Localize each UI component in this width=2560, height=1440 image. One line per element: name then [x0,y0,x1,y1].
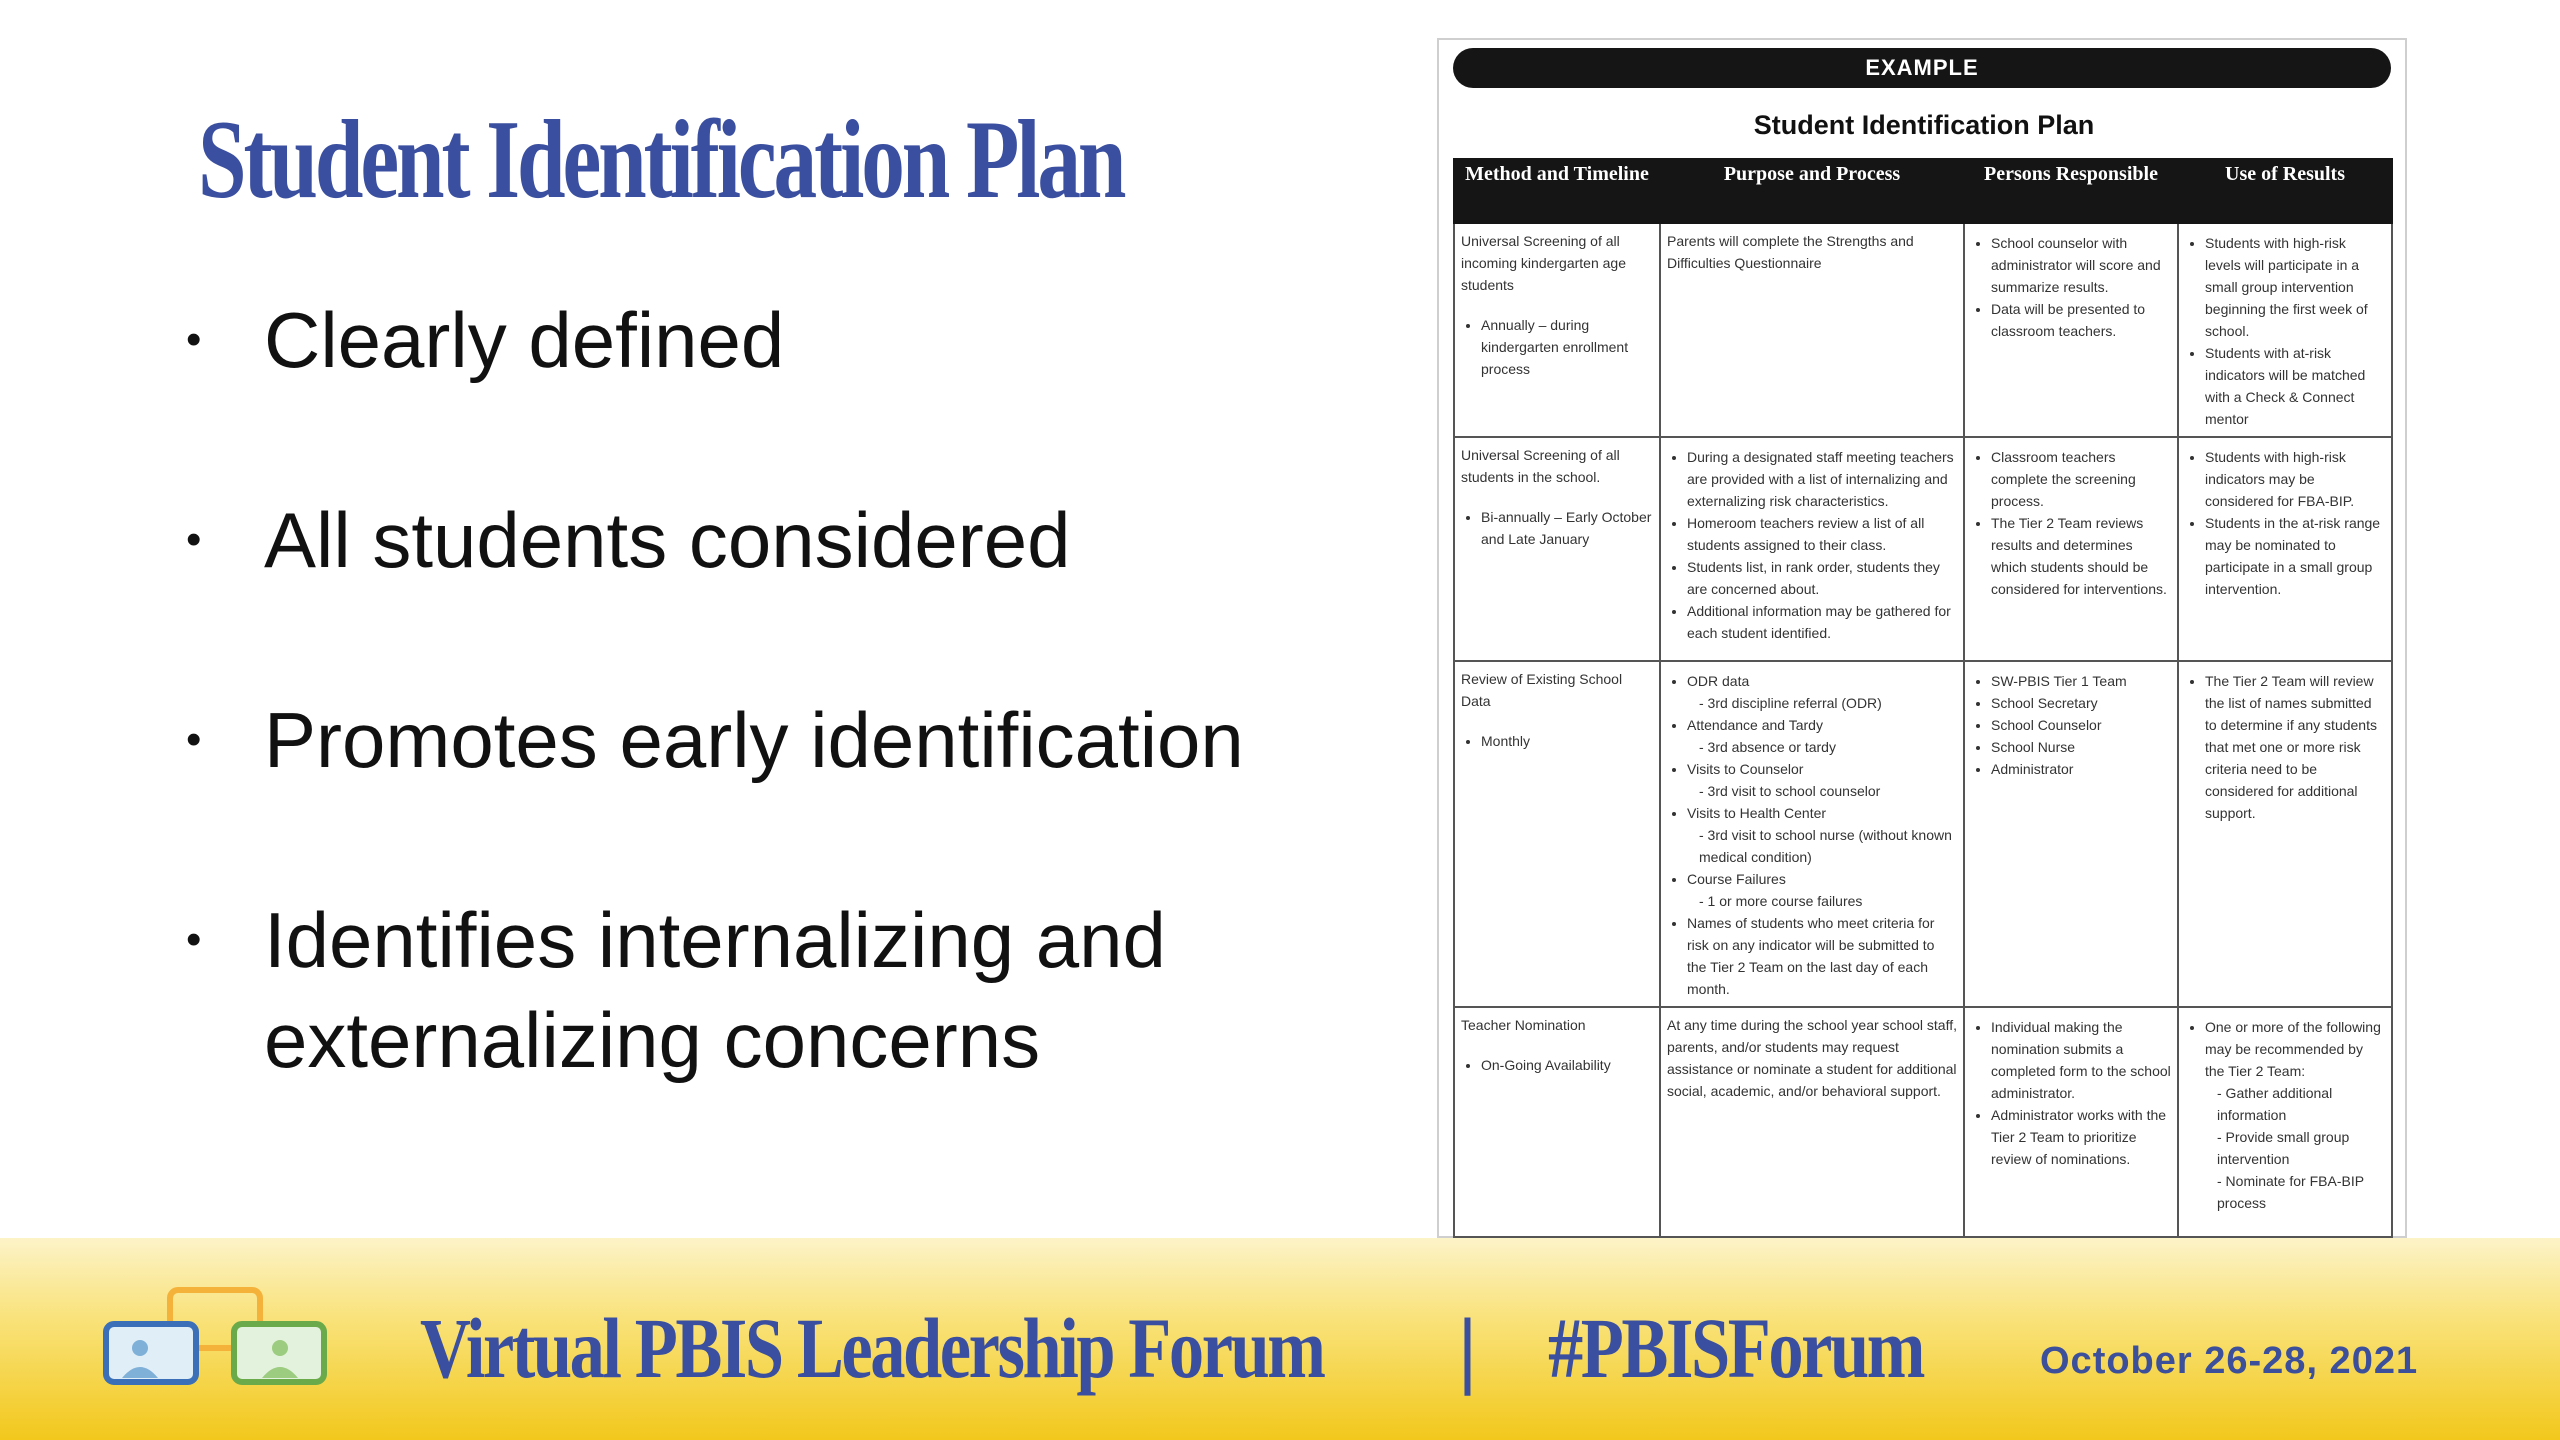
table-header-row [1454,159,2392,223]
event-title: Virtual PBIS Leadership Forum [420,1300,1324,1396]
column-header: Use of Results [2178,159,2392,223]
results-item-text: One or more of the following may be recommended by the Tier 2 Team: [2205,1019,2381,1079]
purpose-item [1687,868,1957,912]
persons-cell [1964,661,2178,1007]
purpose-item [1687,670,1957,714]
method-text: Universal Screening of all incoming kindergarten age students [1461,233,1626,293]
results-item [2205,1016,2385,1214]
slide-title: Student Identification Plan [198,98,1124,222]
method-cell [1454,1007,1660,1237]
persons-item-text: School counselor with administrator will score and summarize results. [1991,235,2161,295]
persons-item [1991,1104,2171,1170]
purpose-item [1687,600,1957,644]
results-cell [2178,437,2392,661]
footer-separator: | [1458,1300,1477,1396]
purpose-text: Parents will complete the Strengths and Difficulties Questionnaire [1667,233,1914,271]
persons-item-text: Administrator works with the Tier 2 Team to prioritize review of nominations. [1991,1107,2167,1167]
purpose-item-text: Names of students who meet criteria for risk on any indicator will be submitted to the Tier 2 Team on the last day of each month. [1687,915,1935,997]
persons-cell [1964,1007,2178,1237]
table-row [1454,437,2392,661]
results-cell [2178,661,2392,1007]
purpose-item-text: Visits to Health Center [1687,805,1827,821]
persons-item-text: Individual making the nomination submits a completed form to the school administrator. [1991,1019,2171,1101]
persons-item-text: Classroom teachers complete the screening process. [1991,449,2136,509]
purpose-item [1687,556,1957,600]
table-row [1454,1007,2392,1237]
purpose-item [1687,758,1957,802]
persons-item-text: School Nurse [1991,739,2076,755]
purpose-subitem: - 3rd visit to school nurse (without known medical condition) [1699,827,1952,865]
example-banner: EXAMPLE [1453,48,2391,88]
results-item-text: Students with high-risk levels will participate in a small group intervention beginning the first week of school. [2205,235,2368,339]
purpose-cell [1660,661,1964,1007]
persons-item [1991,1016,2171,1104]
purpose-subitem: - 3rd visit to school counselor [1699,783,1881,799]
method-text: Universal Screening of all students in the school. [1461,447,1620,485]
persons-cell [1964,223,2178,437]
purpose-item [1687,714,1957,758]
bullet-text: Clearly defined [264,296,785,384]
persons-item-text: Data will be presented to classroom teachers. [1991,301,2146,339]
method-text: Teacher Nomination [1461,1017,1586,1033]
bullet-text: Identifies internalizing and externalizing concerns [264,896,1166,1084]
column-header: Persons Responsible [1964,159,2178,223]
persons-item-text: School Counselor [1991,717,2102,733]
results-subitem: - Gather additional information [2217,1085,2333,1123]
purpose-cell [1660,1007,1964,1237]
purpose-item-text: Homeroom teachers review a list of all students assigned to their class. [1687,515,1925,553]
timeline-text: • On-Going Availability [1481,1054,1653,1076]
bullet-dot: • [186,715,202,764]
purpose-item-text: Attendance and Tardy [1687,717,1823,733]
event-hashtag: #PBISForum [1548,1300,1924,1396]
bullet-dot: • [186,315,202,364]
persons-item [1991,512,2171,600]
method-cell [1454,223,1660,437]
purpose-item [1687,802,1957,868]
results-item-text: Students in the at-risk range may be nominated to participate in a small group intervention. [2205,515,2381,597]
purpose-cell [1660,223,1964,437]
example-document [1437,38,2407,1238]
column-header: Purpose and Process [1660,159,1964,223]
purpose-item-text: During a designated staff meeting teachers are provided with a list of internalizing and externalizing risk characteristics. [1687,449,1954,509]
results-item-text: Students with high-risk indicators may be considered for FBA-BIP. [2205,449,2355,509]
bullet-text: All students considered [264,496,1071,584]
method-cell [1454,661,1660,1007]
example-title: Student Identification Plan [1753,110,2095,140]
results-item [2205,670,2385,824]
identification-plan-table [1453,158,2393,1238]
persons-item-text: The Tier 2 Team reviews results and determines which students should be considered for interventions. [1991,515,2167,597]
results-item [2205,512,2385,600]
results-item-text: The Tier 2 Team will review the list of names submitted to determine if any students that met one or more risk criteria need to be considered for additional support. [2205,673,2377,821]
results-cell [2178,223,2392,437]
event-dates: October 26-28, 2021 [2040,1340,2419,1382]
purpose-subitem: - 1 or more course failures [1699,893,1863,909]
purpose-item-text: Students list, in rank order, students they are concerned about. [1687,559,1940,597]
persons-item [1991,736,2171,758]
table-row [1454,223,2392,437]
purpose-subitem: - 3rd discipline referral (ODR) [1699,695,1882,711]
persons-cell [1964,437,2178,661]
results-item [2205,232,2385,342]
persons-item [1991,446,2171,512]
results-item [2205,342,2385,430]
bullet-text: Promotes early identification [264,696,1244,784]
timeline-text: • Monthly [1481,730,1653,752]
purpose-item [1687,512,1957,556]
results-subitem: - Provide small group intervention [2217,1129,2350,1167]
timeline-text: • Annually – during kindergarten enrollment process [1481,314,1653,380]
persons-item [1991,232,2171,298]
bullet-dot: • [186,515,202,564]
timeline-text: • Bi-annually – Early October and Late January [1481,506,1653,550]
purpose-item-text: ODR data [1687,673,1750,689]
table-row [1454,661,2392,1007]
purpose-text: At any time during the school year school staff, parents, and/or students may request assistance or nominate a student for additional social, academic, and/or behavioral support. [1667,1017,1958,1099]
purpose-subitem: - 3rd absence or tardy [1699,739,1836,755]
method-cell [1454,437,1660,661]
results-item-text: Students with at-risk indicators will be matched with a Check & Connect mentor [2205,345,2366,427]
purpose-item [1687,446,1957,512]
persons-item [1991,298,2171,342]
persons-item [1991,714,2171,736]
connected-screens-logo-icon [100,1286,330,1396]
persons-item [1991,758,2171,780]
method-text: Review of Existing School Data [1461,671,1623,709]
purpose-item [1687,912,1957,1000]
bullet-dot: • [186,915,202,964]
results-cell [2178,1007,2392,1237]
persons-item [1991,692,2171,714]
footer-banner [0,1238,2560,1440]
column-header: Method and Timeline [1454,159,1660,223]
purpose-item-text: Additional information may be gathered for each student identified. [1687,603,1951,641]
purpose-cell [1660,437,1964,661]
persons-item [1991,670,2171,692]
persons-item-text: SW-PBIS Tier 1 Team [1991,673,2127,689]
results-subitem: - Nominate for FBA-BIP process [2217,1173,2364,1211]
purpose-item-text: Course Failures [1687,871,1786,887]
purpose-item-text: Visits to Counselor [1687,761,1804,777]
table-body [1454,223,2392,1237]
persons-item-text: Administrator [1991,761,2074,777]
persons-item-text: School Secretary [1991,695,2098,711]
results-item [2205,446,2385,512]
